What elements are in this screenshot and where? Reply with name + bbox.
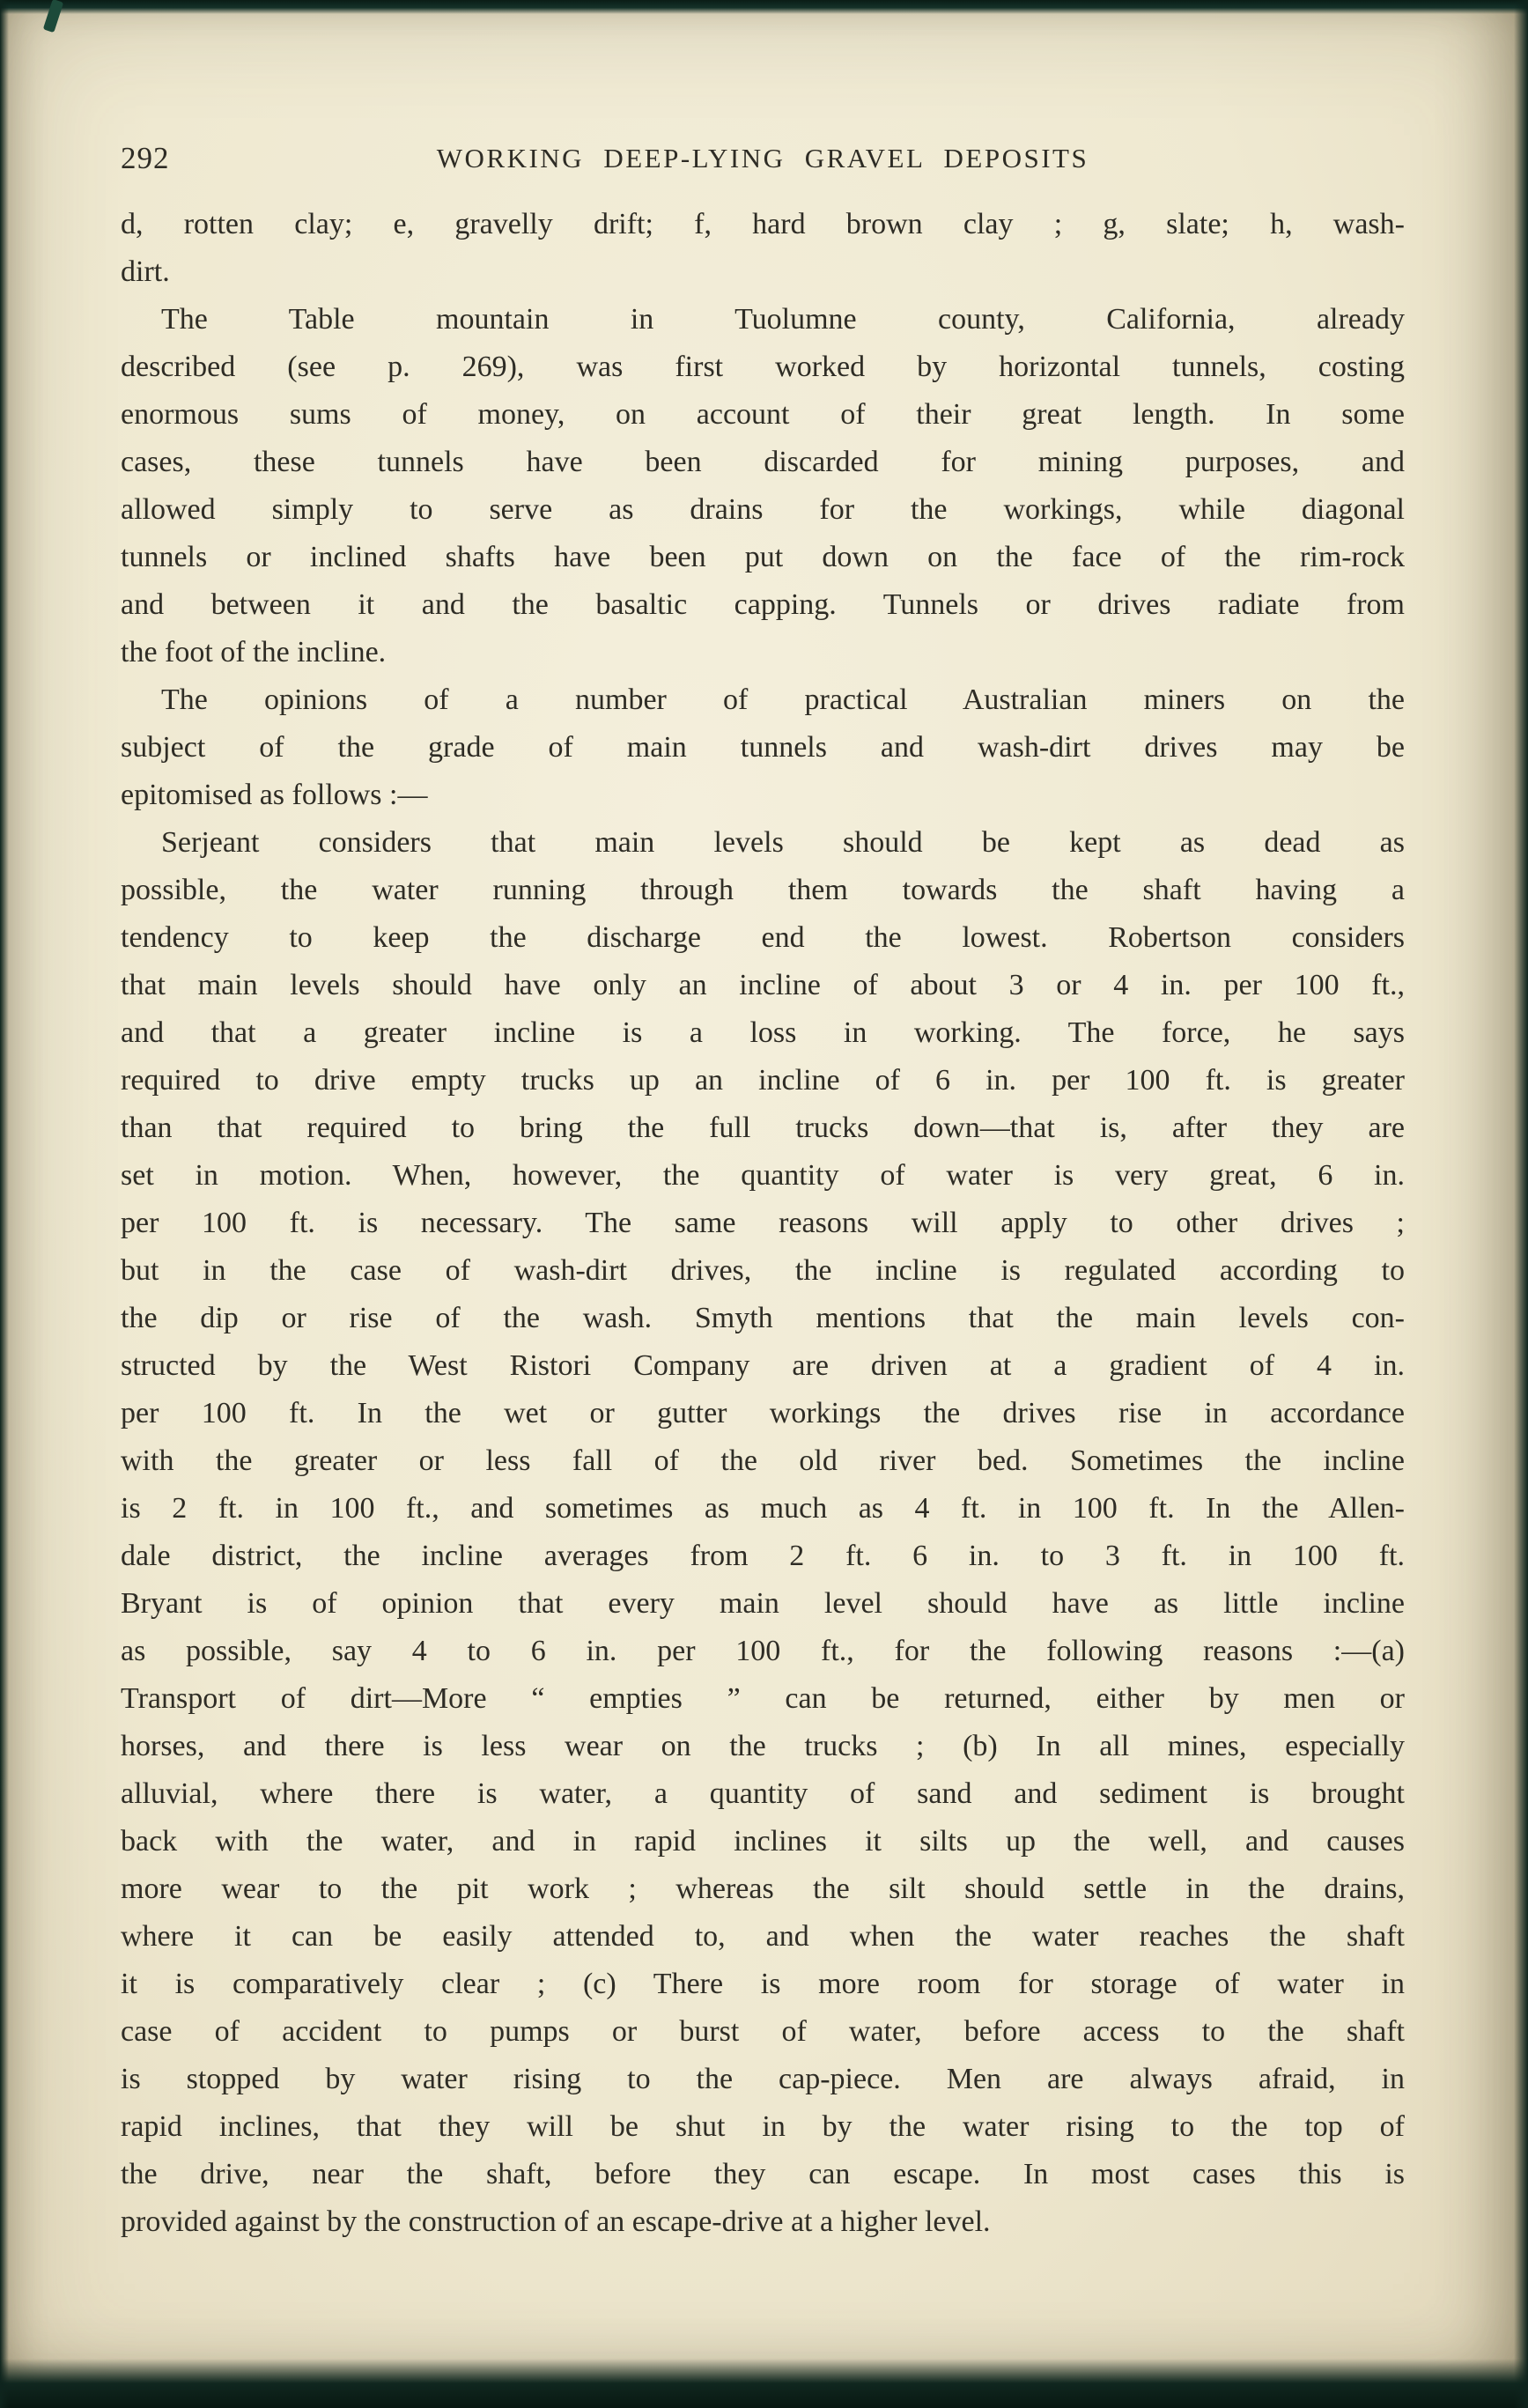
text-line: and that a greater incline is a loss in working. The force, he says [121, 1016, 1405, 1049]
text-line: per 100 ft. In the wet or gutter workings the drives rise in accordance [121, 1397, 1405, 1429]
text-line: more wear to the pit work ; whereas the silt should settle in the drains, [121, 1872, 1405, 1905]
page-number: 292 [121, 141, 170, 175]
text-line: it is comparatively clear ; (c) There is more room for storage of water in [121, 1968, 1405, 2000]
text-line: case of accident to pumps or burst of water, before access to the shaft [121, 2015, 1405, 2048]
text-line: alluvial, where there is water, a quantity of sand and sediment is brought [121, 1777, 1405, 1810]
text-line: dale district, the incline averages from 2 ft. 6 in. to 3 ft. in 100 ft. [121, 1540, 1405, 1572]
text-line: cases, these tunnels have been discarded for mining purposes, and [121, 446, 1405, 478]
text-line: per 100 ft. is necessary. The same reasons will apply to other drives ; [121, 1207, 1405, 1239]
text-line: epitomised as follows :— [121, 779, 428, 811]
text-line: horses, and there is less wear on the trucks ; (b) In all mines, especially [121, 1730, 1405, 1762]
text-line: rapid inclines, that they will be shut in by the water rising to the top of [121, 2110, 1405, 2143]
text-line: the drive, near the shaft, before they can escape. In most cases this is [121, 2158, 1405, 2190]
page-header [121, 141, 1405, 183]
text-line: Serjeant considers that main levels should be kept as dead as [161, 826, 1405, 859]
text-line: is stopped by water rising to the cap-piece. Men are always afraid, in [121, 2063, 1405, 2095]
text-line: possible, the water running through them towards the shaft having a [121, 874, 1405, 906]
page-body [121, 201, 1405, 2246]
text-line: tunnels or inclined shafts have been put down on the face of the rim-rock [121, 541, 1405, 573]
text-line: back with the water, and in rapid inclines it silts up the well, and causes [121, 1825, 1405, 1858]
text-line: the dip or rise of the wash. Smyth mentions that the main levels con- [121, 1302, 1405, 1334]
text-line: where it can be easily attended to, and when the water reaches the shaft [121, 1920, 1405, 1953]
text-line: is 2 ft. in 100 ft., and sometimes as much as 4 ft. in 100 ft. In the Allen- [121, 1492, 1405, 1525]
text-line: d, rotten clay; e, gravelly drift; f, hard brown clay ; g, slate; h, wash- [121, 208, 1405, 240]
text-line: dirt. [121, 255, 170, 288]
text-line: The opinions of a number of practical Australian miners on the [161, 683, 1405, 716]
text-line: than that required to bring the full trucks down—that is, after they are [121, 1112, 1405, 1144]
text-line: tendency to keep the discharge end the lowest. Robertson considers [121, 921, 1405, 954]
text-line: enormous sums of money, on account of their great length. In some [121, 398, 1405, 431]
text-line: Transport of dirt—More “ empties ” can be returned, either by men or [121, 1682, 1405, 1715]
scan-edge-left [0, 0, 9, 2408]
text-line: the foot of the incline. [121, 636, 387, 668]
text-line: described (see p. 269), was first worked by horizontal tunnels, costing [121, 351, 1405, 383]
text-line: with the greater or less fall of the old river bed. Sometimes the incline [121, 1444, 1405, 1477]
scan-edge-right [1514, 0, 1528, 2408]
text-line: that main levels should have only an incline of about 3 or 4 in. per 100 ft., [121, 969, 1405, 1001]
text-line: allowed simply to serve as drains for the workings, while diagonal [121, 493, 1405, 526]
text-line: subject of the grade of main tunnels and wash-dirt drives may be [121, 731, 1405, 764]
text-line: provided against by the construction of an escape-drive at a higher level. [121, 2205, 991, 2238]
text-line: but in the case of wash-dirt drives, the incline is regulated according to [121, 1254, 1405, 1287]
text-line: Bryant is of opinion that every main level should have as little incline [121, 1587, 1405, 1620]
text-line: structed by the West Ristori Company are driven at a gradient of 4 in. [121, 1349, 1405, 1382]
text-line: required to drive empty trucks up an incline of 6 in. per 100 ft. is greater [121, 1064, 1405, 1097]
running-head: WORKING DEEP-LYING GRAVEL DEPOSITS [436, 143, 1089, 174]
scan-edge-top [0, 0, 1528, 14]
text-line: The Table mountain in Tuolumne county, California, already [161, 303, 1405, 336]
text-line: set in motion. When, however, the quantity of water is very great, 6 in. [121, 1159, 1405, 1192]
scan-edge-bottom [0, 2359, 1528, 2408]
text-line: and between it and the basaltic capping. Tunnels or drives radiate from [121, 588, 1405, 621]
text-line: as possible, say 4 to 6 in. per 100 ft., for the following reasons :—(a) [121, 1635, 1405, 1667]
